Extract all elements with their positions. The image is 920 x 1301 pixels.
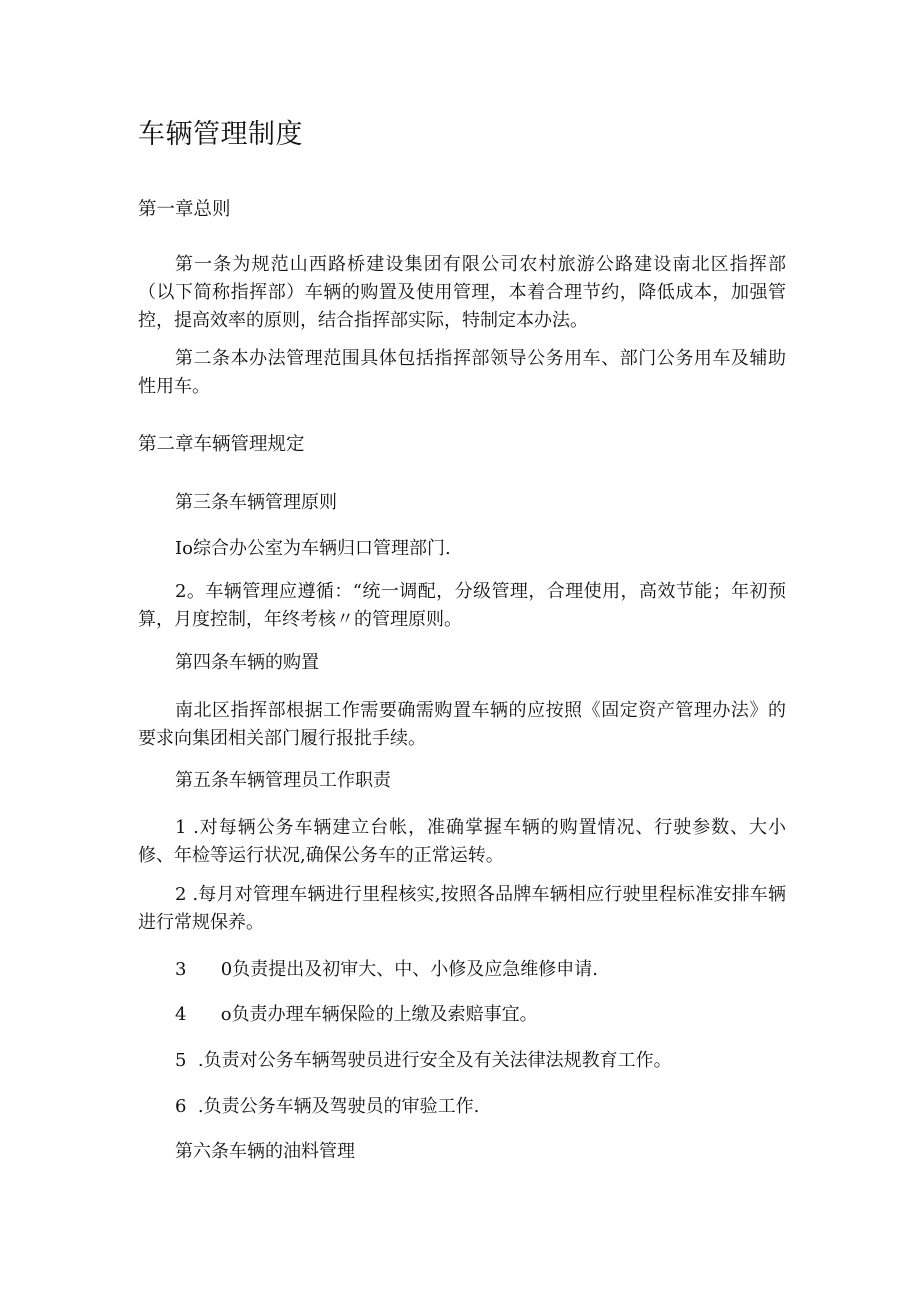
article-3-item-2: 2。车辆管理应遵循：“统一调配，分级管理，合理使用，高效节能；年初预算，月度控制，年终考核〃的管理原则。 — [138, 581, 786, 630]
document-title: 车辆管理制度 — [138, 119, 303, 150]
article-3-heading: 第三条车辆管理原则 — [175, 492, 337, 513]
article-1-paragraph: 第一条为规范山西路桥建设集团有限公司农村旅游公路建设南北区指挥部（以下简称指挥部）车辆的购置及使用管理，本着合理节约，降低成本，加强管控，提高效率的原则，结合指挥部实际，特制定本办法。 — [138, 254, 786, 331]
article-5-item-1: 1 .对每辆公务车辆建立台帐，准确掌握车辆的购置情况、行驶参数、大小修、年检等运行状况,确保公务车的正常运转。 — [138, 817, 786, 866]
article-5-item-4: 4 o负责办理车辆保险的上缴及索赔事宜。 — [175, 1004, 538, 1025]
article-5-item-6: 6 .负责公务车辆及驾驶员的审验工作. — [175, 1096, 480, 1117]
article-4-heading: 第四条车辆的购置 — [175, 652, 319, 673]
chapter-heading-2: 第二章车辆管理规定 — [138, 434, 305, 455]
article-3-item-1: Io综合办公室为车辆归口管理部门. — [175, 538, 451, 559]
article-5-item-5: 5 .负责对公务车辆驾驶员进行安全及有关法律法规教育工作。 — [175, 1050, 672, 1071]
article-4-paragraph: 南北区指挥部根据工作需要确需购置车辆的应按照《固定资产管理办法》的要求向集团相关部门履行报批手续。 — [138, 700, 786, 749]
article-5-heading: 第五条车辆管理员工作职责 — [175, 770, 391, 791]
chapter-heading-1: 第一章总则 — [138, 199, 231, 220]
article-6-heading: 第六条车辆的油料管理 — [175, 1141, 355, 1162]
article-5-item-3: 3 0负责提出及初审大、中、小修及应急维修申请. — [175, 959, 598, 980]
article-5-item-2: 2 .每月对管理车辆进行里程核实,按照各品牌车辆相应行驶里程标准安排车辆进行常规保养。 — [138, 884, 786, 933]
article-2-paragraph: 第二条本办法管理范围具体包括指挥部领导公务用车、部门公务用车及辅助性用车。 — [138, 348, 786, 397]
